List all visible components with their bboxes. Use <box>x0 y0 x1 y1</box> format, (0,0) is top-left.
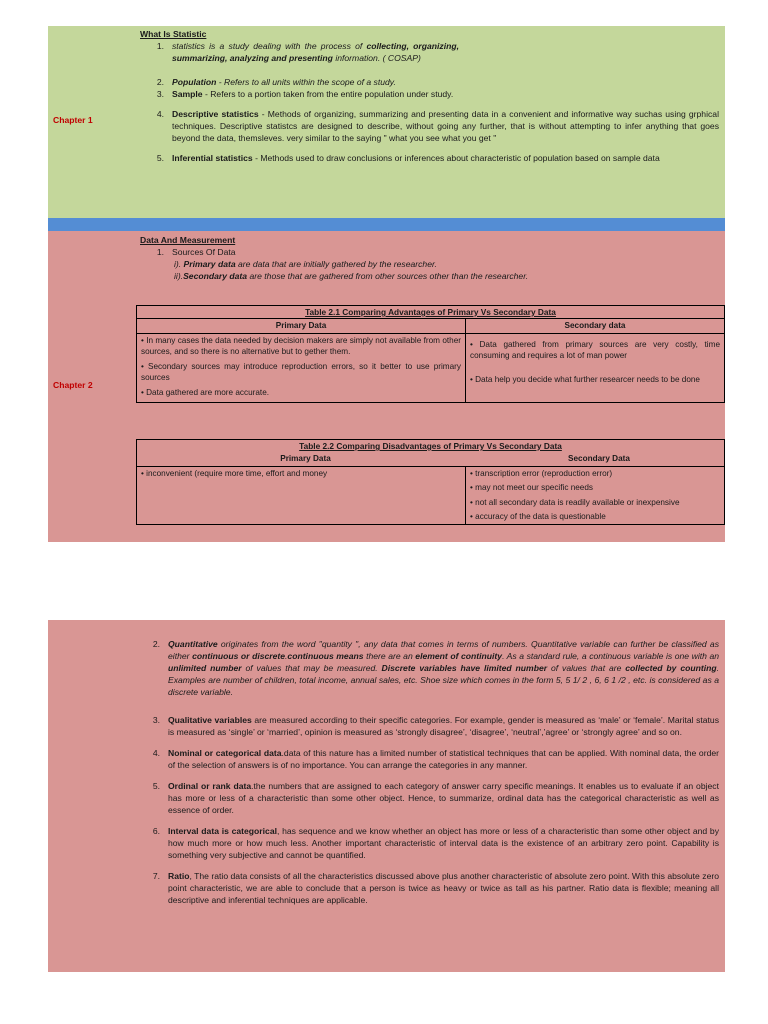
rich-text: statistics is a study dealing with the process of collecting, organizing, summarizing, analyzing and presenting information. ( COSAP) <box>172 41 459 63</box>
rich-text: Nominal or categorical data.data of this nature has a limited number of statistical techniques that can be applied. With nominal data, the order of the selection of answers is of no importance. You can arrange the categories in any manner. <box>168 748 719 770</box>
chapter2-label: Chapter 2 <box>53 380 93 390</box>
table-cell: • inconvenient (require more time, effort and money <box>137 467 466 524</box>
secondary-definition: ii).Secondary data are those that are gathered from other sources other than the researcher. <box>174 271 529 281</box>
list-item: 7. Ratio, The ratio data consists of all the characteristics discussed above plus another characteristic of absolute zero point. With this absolute zero point characteristic, we are able to conclude that a person is twice as heavy or twice as tall as his partner. Ratio data is flexible; meaning all descriptive and inferential techniques are applicable. <box>152 871 719 905</box>
chapter1-heading: What Is Statistic <box>140 29 207 39</box>
list-item: 2. Population - Refers to all units within the scope of a study. <box>144 76 719 88</box>
chapter1-section <box>48 26 725 218</box>
column-header: Primary Data <box>137 319 466 333</box>
chapter2-section <box>48 231 725 542</box>
chapter2-continued-content <box>140 638 719 906</box>
table-caption: Table 2.2 Comparing Disadvantages of Primary Vs Secondary Data <box>299 441 562 451</box>
table-disadvantages <box>136 439 725 525</box>
table-row <box>137 334 724 403</box>
chapter2-continued-section <box>48 620 725 972</box>
table-caption: Table 2.1 Comparing Advantages of Primary Vs Secondary Data <box>137 306 724 319</box>
table-row <box>137 467 724 524</box>
list-item: 2. Quantitative originates from the word "quantity ", any data that comes in terms of numbers. Quantitative variable can further be classified as either continuous or discrete.continuous means there are an element of continuity. As a standard rule, a continuous variable is one with an unlimited number of values that may be measured. Discrete variables have limited number of values that are collected by counting. Examples are number of children, total income, annual sales, etc. Shoe size which comes in the form 5, 5 1/ 2 , 6, 6 1 /2 , etc. is considered as a discrete variable. <box>152 639 720 697</box>
rich-text: Ordinal or rank data.the numbers that are assigned to each category of answer carry specific meanings. It enables us to evaluate if an object has more or less of a characteristic than some other object. Hence, to summarize, ordinal data has the categorical characteristic as well as essence of order. <box>168 781 719 815</box>
list-item: 5. Ordinal or rank data.the numbers that are assigned to each category of answer carry specific meanings. It enables us to evaluate if an object has more or less of a characteristic than some other object. Hence, to summarize, ordinal data has the categorical characteristic as well as essence of order. <box>152 781 719 815</box>
table-header-row <box>137 319 724 334</box>
table-header-row <box>137 452 724 467</box>
primary-definition: i). Primary data are data that are initially gathered by the researcher. <box>174 259 437 269</box>
chapter1-content <box>140 28 719 164</box>
list-item: 3. Sample - Refers to a portion taken from the entire population under study. <box>144 88 719 100</box>
list-item: 1. statistics is a study dealing with the process of collecting, organizing, summarizing, analyzing and presenting information. ( COSAP) <box>144 40 719 64</box>
chapter2-content <box>140 234 719 282</box>
section-divider <box>48 218 725 231</box>
list-item: 1. Sources Of Data <box>144 246 719 258</box>
table-cell: • Data gathered from primary sources are very costly, time consuming and requires a lot of man power • Data help you decide what further researcer needs to be done <box>470 339 720 384</box>
table-advantages <box>136 305 725 403</box>
list-item: 5. Inferential statistics - Methods used to draw conclusions or inferences about characteristic of population based on sample data <box>144 152 719 164</box>
rich-text: Inferential statistics - Methods used to draw conclusions or inferences about characteristic of population based on sample data <box>172 153 660 163</box>
chapter2-heading: Data And Measurement <box>140 235 236 245</box>
list-item: 4. Descriptive statistics - Methods of organizing, summarizing and presenting data in a convenient and informative way suchas using grphical techniques. Descriptive statistcs are designed to describe, without going any further, that is without attempting to infer anything that goes beyond the data, themsleves. very similar to the saying " what you see what you get " <box>156 109 719 143</box>
table-cell: • transcription error (reproduction error) • may not meet our specific needs • not all secondary data is readily available or inexpensive • accuracy of the data is questionable <box>470 468 680 521</box>
list-item: 6. Interval data is categorical, has sequence and we know whether an object has more or less of a characteristic than some other object and by how much more or how much less. Another important characteristic of interval data is the existence of an arbitrary zero point. Capability is something very subjective and cannot be quantified. <box>152 826 719 860</box>
rich-text: Quantitative originates from the word "quantity ", any data that comes in terms of numbers. Quantitative variable can further be classified as either continuous or discrete.continuous means there are an element of continuity. As a standard rule, a continuous variable is one with an unlimited number of values that may be measured. Discrete variables have limited number of values that are collected by counting. Examples are number of children, total income, annual sales, etc. Shoe size which comes in the form 5, 5 1/ 2 , 6, 6 1 /2 , etc. is considered as a discrete variable. <box>168 639 720 697</box>
rich-text: Descriptive statistics - Methods of organizing, summarizing and presenting data in a convenient and informative way suchas using grphical techniques. Descriptive statistcs are designed to describe, without going any further, that is without attempting to infer anything that goes beyond the data, themsleves. very similar to the saying " what you see what you get " <box>172 109 719 143</box>
rich-text: Ratio, The ratio data consists of all the characteristics discussed above plus another characteristic of absolute zero point. With this absolute zero point characteristic, we are able to conclude that a person is twice as heavy or twice as tall as his partner. Ratio data is flexible; meaning all descriptive and inferential techniques are applicable. <box>168 871 719 905</box>
column-header: Primary Data <box>280 454 331 463</box>
chapter1-label: Chapter 1 <box>53 115 93 125</box>
column-header: Secondary data <box>564 321 626 330</box>
column-header: Secondary Data <box>568 454 630 463</box>
rich-text: Population - Refers to all units within the scope of a study. <box>172 77 396 87</box>
rich-text: Interval data is categorical, has sequence and we know whether an object has more or less of a characteristic than some other object and by how much more or how much less. Another important characteristic of interval data is the existence of an arbitrary zero point. Capability is something very subjective and cannot be quantified. <box>168 826 719 860</box>
rich-text: Qualitative variables are measured according to their specific categories. For example, gender is measured as ‘male’ or ‘female’. Marital status is measured as ‘single’ or ‘married’, opinion is measured as ‘strongly disagree’, ‘disagree’, ‘neutral’,’agree’ or ‘strongly agree’ and so on. <box>168 715 720 737</box>
sources-title: Sources Of Data <box>172 247 236 257</box>
list-item: 3. Qualitative variables are measured according to their specific categories. For example, gender is measured as ‘male’ or ‘female’. Marital status is measured as ‘single’ or ‘married’, opinion is measured as ‘strongly disagree’, ‘disagree’, ‘neutral’,’agree’ or ‘strongly agree’ and so on. <box>152 715 720 737</box>
table-cell: • In many cases the data needed by decision makers are simply not available from other sources, and so there is no alternative but to gether them. • Secondary sources may introduce reproduction errors, so it better to use primary sources • Data gathered are more accurate. <box>137 334 466 403</box>
list-item: 4. Nominal or categorical data.data of this nature has a limited number of statistical techniques that can be applied. With nominal data, the order of the selection of answers is of no importance. You can arrange the categories in any manner. <box>152 748 719 770</box>
rich-text: Sample - Refers to a portion taken from the entire population under study. <box>172 89 454 99</box>
